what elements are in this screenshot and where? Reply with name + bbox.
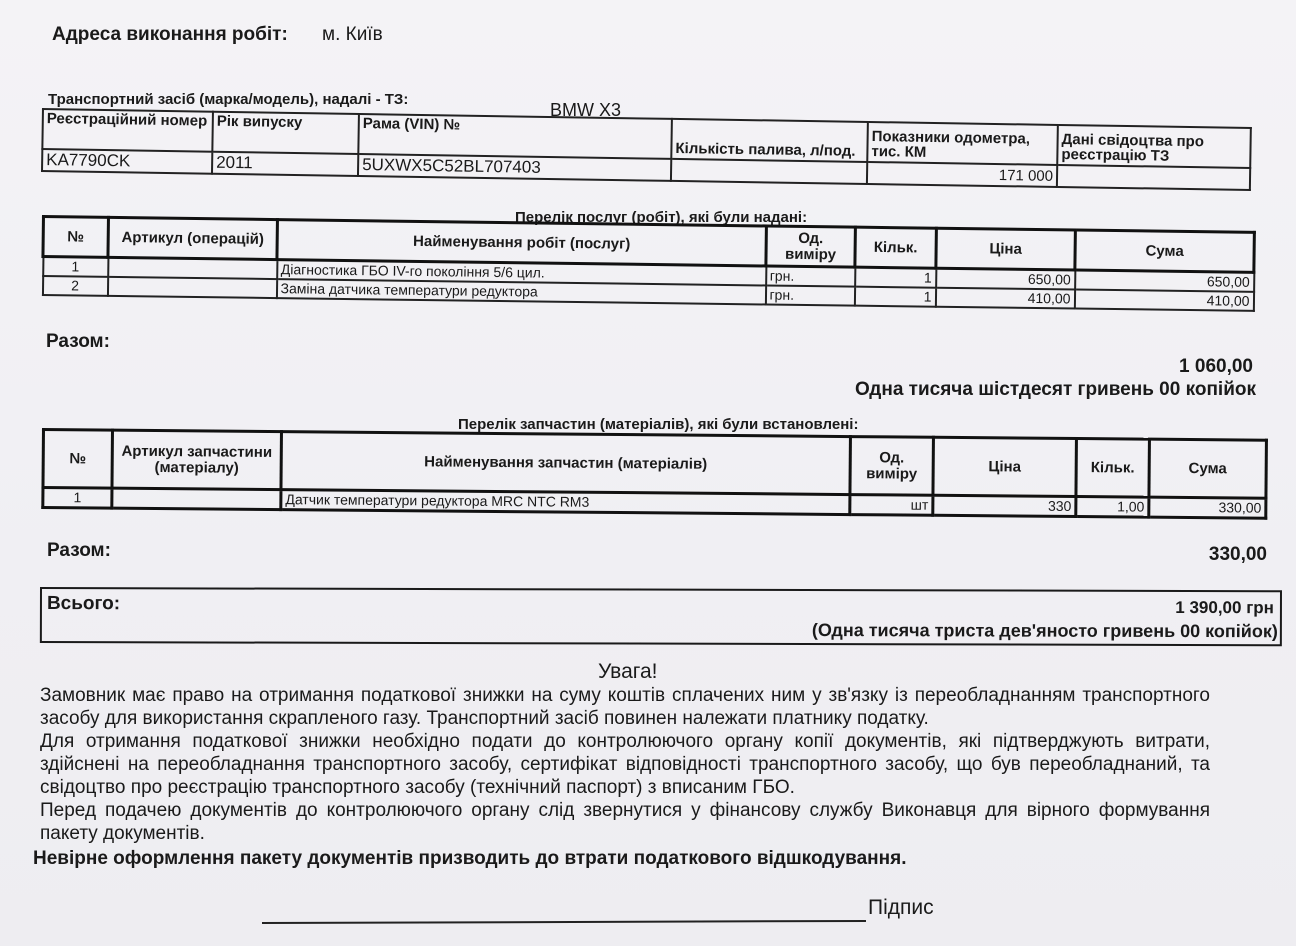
vehicle-caption: Транспортний засіб (марка/модель), надалі - ТЗ: xyxy=(48,91,409,108)
grand-total-words: (Одна тисяча триста дев'яносто гривень 00 копійок) xyxy=(811,620,1278,642)
parts-total-label: Разом: xyxy=(47,540,111,561)
row-unit: шт xyxy=(850,495,933,516)
services-col-num: № xyxy=(43,217,109,258)
notice-paragraph-1: Замовник має право на отримання податкової знижки на суму коштів сплачених ним у зв'язку із переобладнанням транспортного засобу для використання скрапленого газу. Транспортний засіб повинен належати платнику податку. xyxy=(40,685,1210,729)
services-col-article: Артикул (операцій) xyxy=(108,217,278,259)
signature-label: Підпис xyxy=(868,896,934,919)
services-col-unit: Од. виміру xyxy=(766,226,856,267)
row-unit: грн. xyxy=(766,266,855,286)
notice-paragraph-2: Для отримання податкової знижки необхідно подати до контролюючого органу копії документів, які підтверджують витрати, здійснені на переобладнання транспортного засобу, сертифікат відповідності транспортного засобу, що був переобладнаний, та свідоцтво про реєстрацію транспортного засобу (технічний паспорт) з вписаним ГБО. xyxy=(40,731,1210,798)
col-odometer: Показники одометра, тис. КМ xyxy=(867,122,1058,165)
col-reg-number: Реєстраційний номер xyxy=(42,109,213,152)
row-article xyxy=(112,488,281,509)
grand-total-box xyxy=(40,587,1282,646)
grand-total-value: 1 390,00 грн xyxy=(1175,597,1274,618)
services-col-qty: Кільк. xyxy=(855,227,937,268)
row-price: 650,00 xyxy=(936,268,1075,289)
fuel-value xyxy=(671,159,867,184)
parts-col-num: № xyxy=(43,430,113,489)
parts-col-qty: Кільк. xyxy=(1076,439,1150,498)
row-qty: 1,00 xyxy=(1076,497,1149,518)
parts-caption: Перелік запчастин (матеріалів), які були встановлені: xyxy=(458,416,859,433)
row-num: 1 xyxy=(43,257,108,277)
signature-line xyxy=(262,920,866,924)
row-name: Діагностика ГБО IV-го покоління 5/6 цил. xyxy=(277,260,766,286)
row-price: 410,00 xyxy=(935,287,1074,308)
col-vin: Рама (VIN) № xyxy=(358,114,672,159)
notice-body xyxy=(40,684,1210,845)
services-total-value: 1 060,00 xyxy=(1179,356,1253,377)
vin-value: 5UXWX5C52BL707403 xyxy=(358,154,671,181)
reg-number-value: KA7790CK xyxy=(42,149,212,174)
row-sum: 330,00 xyxy=(1149,497,1266,518)
services-col-price: Ціна xyxy=(936,228,1076,270)
services-table xyxy=(41,215,1256,312)
parts-col-sum: Сума xyxy=(1149,439,1267,498)
year-value: 2011 xyxy=(212,152,358,176)
row-price: 330 xyxy=(933,495,1076,516)
address-value: м. Київ xyxy=(322,24,383,45)
row-name: Датчик температури редуктора MRC NTC RM3 xyxy=(281,490,850,515)
grand-total-label: Всього: xyxy=(46,593,121,615)
address-label: Адреса виконання робіт: xyxy=(52,24,288,45)
col-year: Рік випуску xyxy=(212,112,359,154)
row-qty: 1 xyxy=(854,286,935,306)
notice-title: Увага! xyxy=(598,660,658,683)
notice-warning: Невірне оформлення пакету документів призводить до втрати податкового відшкодування. xyxy=(33,848,907,869)
row-article xyxy=(107,277,276,298)
services-col-name: Найменування робіт (послуг) xyxy=(277,220,766,266)
vehicle-table xyxy=(41,108,1252,191)
row-sum: 650,00 xyxy=(1075,270,1254,292)
row-qty: 1 xyxy=(855,267,936,287)
parts-col-article: Артикул запчастини (матеріалу) xyxy=(112,430,281,489)
odometer-value: 171 000 xyxy=(867,162,1057,187)
services-col-sum: Сума xyxy=(1075,230,1255,272)
row-num: 2 xyxy=(42,276,107,296)
row-sum: 410,00 xyxy=(1074,289,1253,310)
parts-table xyxy=(41,428,1268,520)
parts-col-name: Найменування запчастин (матеріалів) xyxy=(281,432,850,495)
parts-total-value: 330,00 xyxy=(1208,544,1267,565)
parts-col-price: Ціна xyxy=(933,437,1077,496)
services-caption: Перелік послуг (робіт), які були надані: xyxy=(515,209,808,226)
row-article xyxy=(108,257,277,278)
col-fuel: Кількість палива, л/под. xyxy=(671,119,868,162)
row-num: 1 xyxy=(43,488,112,509)
notice-paragraph-3: Перед подачею документів до контролюючого органу слід звернутися у фінансову службу Виконавця для вірного формування пакету документів. xyxy=(40,800,1210,844)
registration-value xyxy=(1057,165,1250,190)
services-total-label: Разом: xyxy=(46,331,110,352)
row-name: Заміна датчика температури редуктора xyxy=(276,279,765,304)
parts-col-unit: Од. виміру xyxy=(850,437,934,496)
services-total-words: Одна тисяча шістдесят гривень 00 копійок xyxy=(854,379,1256,400)
vehicle-model: BMW X3 xyxy=(550,100,622,120)
col-registration: Дані свідоцтва про реєстрацію ТЗ xyxy=(1057,125,1251,168)
row-unit: грн. xyxy=(765,285,854,305)
